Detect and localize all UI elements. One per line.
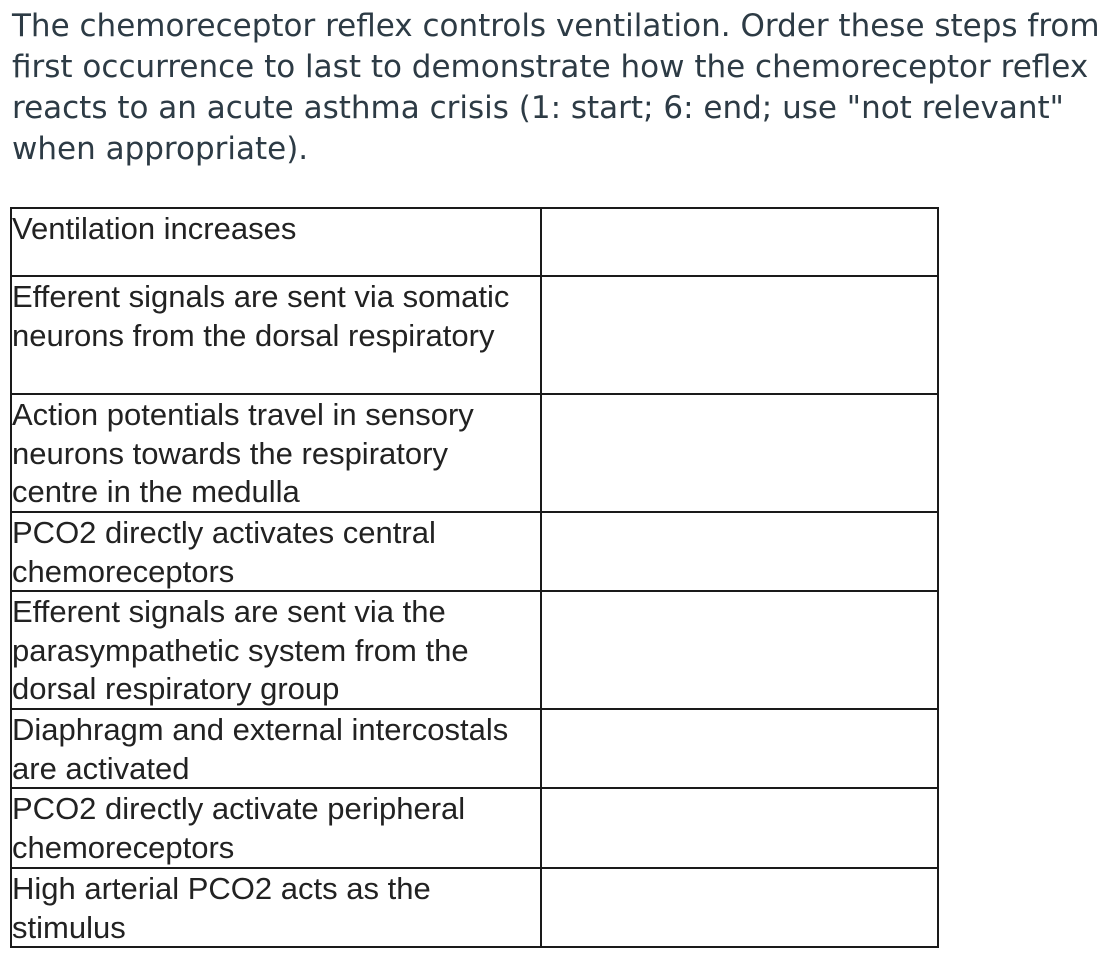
step-label: Action potentials travel in sensory neurons towards the respiratory centre in the medulla — [12, 397, 474, 509]
step-label: Efferent signals are sent via somatic neurons from the dorsal respiratory — [12, 279, 510, 353]
table-row — [11, 868, 938, 947]
table-row — [11, 208, 938, 276]
step-cell — [11, 868, 541, 947]
table-row — [11, 512, 938, 591]
answer-cell[interactable] — [541, 208, 938, 276]
question-text: The chemoreceptor reflex controls ventilation. Order these steps from first occurrence to last to demonstrate how the chemoreceptor reflex reacts to an acute asthma crisis (1: start; 6: end; use "not relevant" when appropriate). — [12, 8, 1100, 167]
step-cell — [11, 512, 541, 591]
answer-cell[interactable] — [541, 512, 938, 591]
answer-cell[interactable] — [541, 709, 938, 788]
answer-cell[interactable] — [541, 788, 938, 868]
step-label: Diaphragm and external intercostals are activated — [12, 712, 509, 786]
step-label: PCO2 directly activate peripheral chemoreceptors — [12, 791, 466, 865]
step-cell — [11, 591, 541, 709]
table-row — [11, 591, 938, 709]
step-cell — [11, 208, 541, 276]
answer-cell[interactable] — [541, 394, 938, 512]
step-cell — [11, 276, 541, 394]
step-label: Ventilation increases — [12, 211, 297, 246]
table-row — [11, 788, 938, 868]
ordering-table — [10, 207, 939, 948]
answer-cell[interactable] — [541, 276, 938, 394]
table-row — [11, 394, 938, 512]
step-cell — [11, 788, 541, 868]
answer-cell[interactable] — [541, 868, 938, 947]
table-row — [11, 709, 938, 788]
step-label: Efferent signals are sent via the parasympathetic system from the dorsal respiratory group — [12, 594, 469, 706]
step-label: PCO2 directly activates central chemoreceptors — [12, 515, 436, 589]
step-cell — [11, 709, 541, 788]
answer-cell[interactable] — [541, 591, 938, 709]
table-row — [11, 276, 938, 394]
step-cell — [11, 394, 541, 512]
step-label: High arterial PCO2 acts as the stimulus — [12, 871, 431, 945]
